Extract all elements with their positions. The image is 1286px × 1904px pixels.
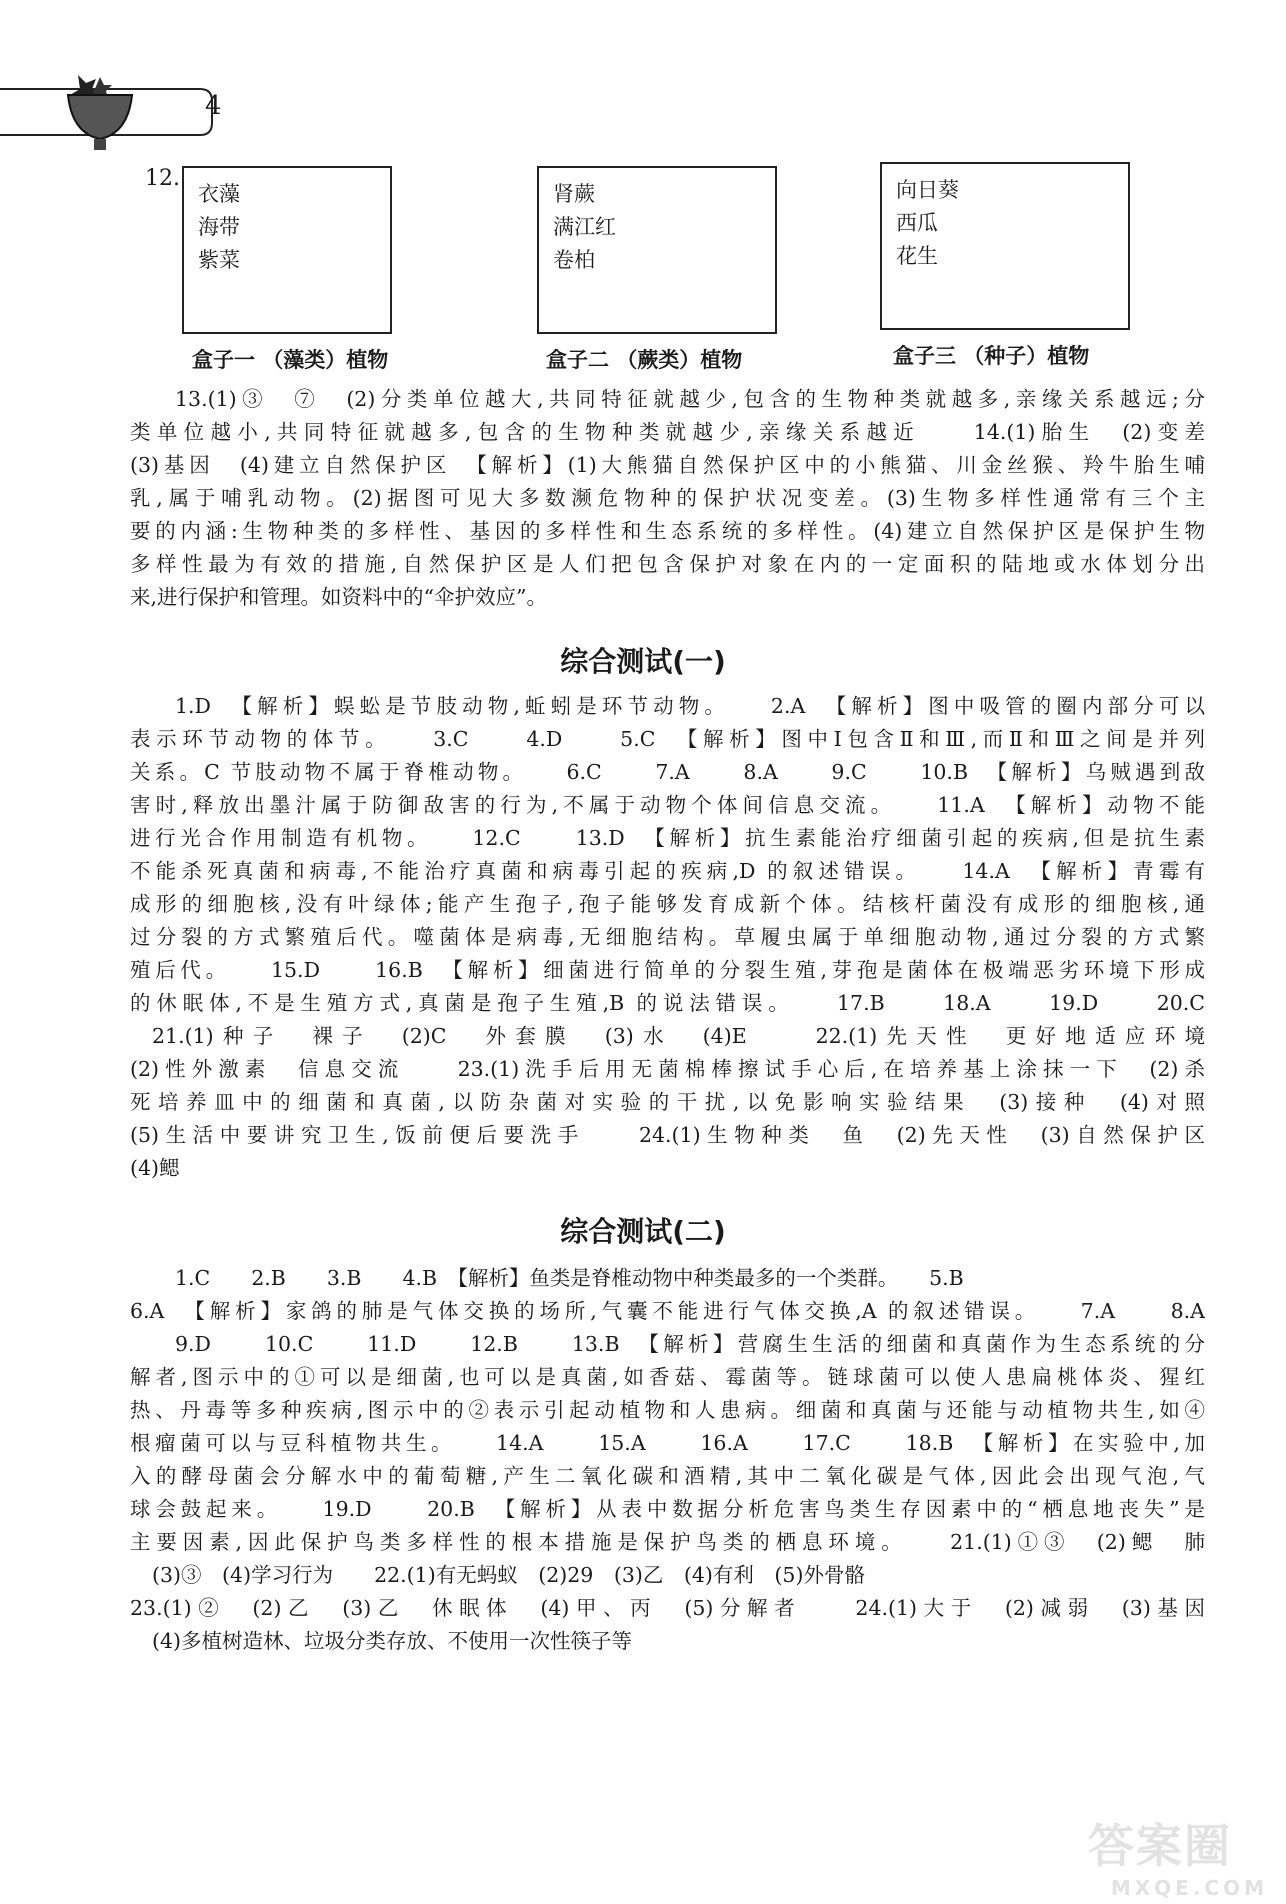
question-12-label: 12. <box>145 166 180 191</box>
trophy-header-icon <box>0 55 270 150</box>
text-line: 关系。C 节肢动物不属于脊椎动物。 6.C 7.A 8.A 9.C 10.B 【解析】乌贼遇到敌 <box>130 760 1205 784</box>
text-line: 解者,图示中的①可以是细菌,也可以是真菌,如香菇、霉菌等。链球菌可以使人患扁桃体炎、猩红 <box>130 1365 1205 1389</box>
text-line: 1.C 2.B 3.B 4.B 【解析】鱼类是脊椎动物中种类最多的一个类群。 5.B <box>175 1266 964 1290</box>
text-line: 入的酵母菌会分解水中的葡萄糖,产生二氧化碳和酒精,其中二氧化碳是气体,因此会出现气泡,气 <box>130 1464 1205 1488</box>
box-item: 卷柏 <box>553 248 595 272</box>
box-item: 满江红 <box>553 215 616 239</box>
watermark-text: 答案圈 <box>1088 1819 1232 1873</box>
text-line: 害时,释放出墨汁属于防御敌害的行为,不属于动物个体间信息交流。 11.A 【解析】动物不能 <box>130 793 1205 817</box>
watermark-logo <box>1088 1810 1278 1900</box>
text-line: 要的内涵:生物种类的多样性、基因的多样性和生态系统的多样性。(4)建立自然保护区是保护生物 <box>130 519 1205 543</box>
page-header <box>0 55 270 145</box>
text-line: 6.A 【解析】家鸽的肺是气体交换的场所,气囊不能进行气体交换,A 的叙述错误。 7.A 8.A <box>130 1299 1205 1323</box>
text-line: (4)鳃 <box>130 1156 180 1180</box>
box-item: 紫菜 <box>198 248 240 272</box>
text-line: 多样性最为有效的措施,自然保护区是人们把包含保护对象在内的一定面积的陆地或水体划分出 <box>130 552 1205 576</box>
text-line: 死培养皿中的细菌和真菌,以防杂菌对实验的干扰,以免影响实验结果 (3)接种 (4)对照 <box>130 1090 1205 1114</box>
section-title-1: 综合测试(一) <box>560 645 726 678</box>
text-line: (4)多植树造林、垃圾分类存放、不使用一次性筷子等 <box>152 1629 633 1653</box>
text-line: 殖后代。 15.D 16.B 【解析】细菌进行简单的分裂生殖,芽孢是菌体在极端恶劣环境下形成 <box>130 958 1205 982</box>
answers-13-14 <box>130 383 1205 614</box>
text-line: (3)基因 (4)建立自然保护区 【解析】(1)大熊猫自然保护区中的小熊猫、川金丝猴、羚牛胎生哺 <box>130 453 1205 477</box>
text-line: (2)性外激素 信息交流 23.(1)洗手后用无菌棉棒擦试手心后,在培养基上涂抹一下 (2)杀 <box>130 1057 1205 1081</box>
box-item: 海带 <box>198 215 240 239</box>
text-line: 乳,属于哺乳动物。(2)据图可见大多数濒危物种的保护状况变差。(3)生物多样性通常有三个主 <box>130 486 1205 510</box>
text-line: 进行光合作用制造有机物。 12.C 13.D 【解析】抗生素能治疗细菌引起的疾病,但是抗生素 <box>130 826 1205 850</box>
box-item: 肾蕨 <box>553 182 595 206</box>
text-line: 不能杀死真菌和病毒,不能治疗真菌和病毒引起的疾病,D 的叙述错误。 14.A 【解析】青霉有 <box>130 859 1205 883</box>
watermark-subtext: MXQE.COM <box>1110 1876 1268 1900</box>
text-line: 表示环节动物的体节。 3.C 4.D 5.C 【解析】图中Ⅰ包含Ⅱ和Ⅲ,而Ⅱ和Ⅲ之间是并列 <box>130 727 1205 751</box>
classification-box-2 <box>537 166 777 334</box>
classification-box-1 <box>182 166 392 334</box>
box-item: 衣藻 <box>198 182 240 206</box>
page-number: 4 <box>205 91 222 121</box>
text-line: 成形的细胞核,没有叶绿体;能产生孢子,孢子能够发育成新个体。结核杆菌没有成形的细胞核,通 <box>130 892 1205 916</box>
text-line: 主要因素,因此保护鸟类多样性的根本措施是保护鸟类的栖息环境。 21.(1)①③ (2)鳃 肺 <box>130 1530 1205 1554</box>
text-line: 来,进行保护和管理。如资料中的“伞护效应”。 <box>130 585 547 609</box>
box-caption-3: 盒子三 （种子）植物 <box>893 344 1090 368</box>
text-line: 过分裂的方式繁殖后代。噬菌体是病毒,无细胞结构。草履虫属于单细胞动物,通过分裂的方式繁 <box>130 925 1205 949</box>
text-line: 9.D 10.C 11.D 12.B 13.B 【解析】营腐生生活的细菌和真菌作为生态系统的分 <box>175 1332 1205 1356</box>
text-line: 球会鼓起来。 19.D 20.B 【解析】从表中数据分析危害鸟类生存因素中的“栖息地丧失”是 <box>130 1497 1205 1521</box>
text-line: 21.(1)种子 裸子 (2)C 外套膜 (3)水 (4)E 22.(1)先天性 更好地适应环境 <box>152 1024 1205 1048</box>
box-item: 花生 <box>896 244 938 268</box>
box-item: 西瓜 <box>896 211 938 235</box>
text-line: (5)生活中要讲究卫生,饭前便后要洗手 24.(1)生物种类 鱼 (2)先天性 (3)自然保护区 <box>130 1123 1205 1147</box>
section-1-answers <box>130 690 1205 1185</box>
section-title-2: 综合测试(二) <box>560 1215 726 1248</box>
classification-box-3 <box>880 162 1130 330</box>
text-line: 1.D 【解析】蜈蚣是节肢动物,蚯蚓是环节动物。 2.A 【解析】图中吸管的圈内部分可以 <box>175 694 1205 718</box>
text-line: 的休眠体,不是生殖方式,真菌是孢子生殖,B 的说法错误。 17.B 18.A 19.D 20.C <box>130 991 1205 1015</box>
text-line: 13.(1)③ ⑦ (2)分类单位越大,共同特征就越少,包含的生物种类就越多,亲缘关系越远;分 <box>175 387 1205 411</box>
text-line: 23.(1)② (2)乙 (3)乙 休眠体 (4)甲、丙 (5)分解者 24.(1)大于 (2)减弱 (3)基因 <box>130 1596 1205 1620</box>
box-caption-1: 盒子一 （藻类）植物 <box>192 348 389 372</box>
box-item: 向日葵 <box>896 178 959 202</box>
section-2-answers <box>130 1262 1205 1658</box>
box-caption-2: 盒子二 （蕨类）植物 <box>546 348 743 372</box>
text-line: 根瘤菌可以与豆科植物共生。 14.A 15.A 16.A 17.C 18.B 【解析】在实验中,加 <box>130 1431 1205 1455</box>
text-line: (3)③ (4)学习行为 22.(1)有无蚂蚁 (2)29 (3)乙 (4)有利 (5)外骨骼 <box>152 1563 865 1587</box>
text-line: 热、丹毒等多种疾病,图示中的②表示引起动植物和人患病。细菌和真菌与还能与动植物共生,如④ <box>130 1398 1205 1422</box>
text-line: 类单位越小,共同特征就越多,包含的生物种类就越少,亲缘关系越近 14.(1)胎生 (2)变差 <box>130 420 1205 444</box>
